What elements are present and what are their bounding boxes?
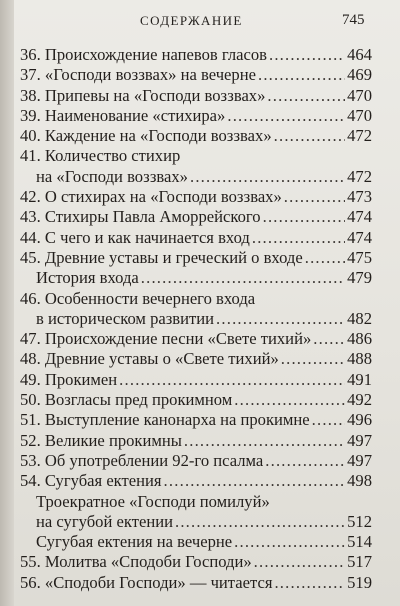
toc-entry: [20, 390, 372, 410]
page-header: [0, 10, 400, 34]
toc-line: [20, 86, 372, 106]
dot-leader: [227, 106, 345, 126]
toc-line: [20, 146, 372, 166]
toc-entry-title: 37. «Господи воззвах» на вечерне: [20, 65, 256, 85]
toc-entry: [20, 126, 372, 146]
toc-entry-title: 38. Припевы на «Господи воззвах»: [20, 85, 266, 105]
toc-line: [20, 289, 372, 309]
toc-entry-page: 517: [347, 552, 372, 572]
dot-leader: [254, 552, 345, 572]
dot-leader: [284, 187, 345, 207]
toc-entry: [20, 45, 372, 65]
dot-leader: [234, 390, 345, 410]
toc-line: [20, 207, 372, 227]
running-title: СОДЕРЖАНИЕ: [140, 13, 243, 28]
toc-line: [20, 309, 372, 329]
toc-entry-page: 474: [347, 207, 372, 227]
toc-entry: [20, 146, 372, 187]
dot-leader: [258, 65, 345, 85]
dot-leader: [119, 370, 345, 390]
dot-leader: [265, 451, 345, 471]
toc-entry-title: 48. Древние уставы о «Свете тихий»: [20, 349, 279, 369]
dot-leader: [305, 248, 345, 268]
toc-entry-page: 479: [347, 268, 372, 288]
toc-entry: [20, 207, 372, 227]
dot-leader: [312, 410, 345, 430]
toc-line: [20, 532, 372, 552]
toc-entry-title: 47. Происхождение песни «Свете тихий»: [20, 329, 312, 349]
toc-line: [20, 573, 372, 593]
toc-entry-page: 470: [347, 85, 372, 105]
toc-entry-title: История входа: [36, 268, 139, 288]
toc-entry: [20, 573, 372, 593]
toc-entry-page: 469: [347, 65, 372, 85]
dot-leader: [269, 45, 345, 65]
toc-entry-page: 488: [347, 349, 372, 369]
dot-leader: [281, 349, 345, 369]
toc-entry-title: Троекратное «Господи помилуй»: [36, 491, 270, 511]
toc-line: [20, 228, 372, 248]
toc-entry-page: 497: [347, 430, 372, 450]
toc-entry-page: 492: [347, 390, 372, 410]
toc-entry-page: 497: [347, 450, 372, 470]
toc-entry-page: 514: [347, 532, 372, 552]
dot-leader: [184, 431, 345, 451]
toc-entry: [20, 248, 372, 289]
toc-entry-title: 40. Каждение на «Господи воззвах»: [20, 126, 272, 146]
toc-line: [20, 471, 372, 491]
toc-entry-page: 486: [347, 329, 372, 349]
toc-line: [20, 512, 372, 532]
toc-entry: [20, 471, 372, 552]
toc-entry-page: 496: [347, 410, 372, 430]
toc-entry-title: в историческом развитии: [36, 308, 215, 328]
dot-leader: [252, 228, 345, 248]
toc-entry: [20, 349, 372, 369]
toc-entry-page: 473: [347, 187, 372, 207]
toc-line: [20, 126, 372, 146]
toc-line: [20, 65, 372, 85]
toc-entry-title: 54. Сугубая ектения: [20, 471, 162, 491]
toc-entry: [20, 289, 372, 330]
dot-leader: [164, 471, 346, 491]
toc-line: [20, 106, 372, 126]
toc-line: [20, 552, 372, 572]
dot-leader: [216, 309, 345, 329]
toc-line: [20, 349, 372, 369]
toc-entry-page: 474: [347, 227, 372, 247]
dot-leader: [274, 126, 345, 146]
toc-line: [20, 431, 372, 451]
toc-entry: [20, 86, 372, 106]
toc-entry-page: 464: [347, 45, 372, 64]
toc-entry-title: 46. Особенности вечернего входа: [20, 288, 256, 308]
toc-entry-title: на сугубой ектении: [36, 511, 173, 531]
toc-line: [20, 167, 372, 187]
dot-leader: [274, 573, 345, 593]
toc-entry-title: на «Господи воззвах»: [36, 166, 188, 186]
toc-entry-page: 472: [347, 166, 372, 186]
toc-entry: [20, 451, 372, 471]
toc-entry: [20, 187, 372, 207]
toc-entry: [20, 552, 372, 572]
toc-entry-title: 41. Количество стихир: [20, 146, 181, 166]
toc-entry: [20, 329, 372, 349]
toc-line: [20, 45, 372, 65]
toc-entry-title: Сугубая ектения на вечерне: [36, 532, 233, 552]
toc-entry: [20, 65, 372, 85]
toc-entry-page: 512: [347, 511, 372, 531]
toc-entry-title: 42. О стихирах на «Господи воззвах»: [20, 187, 282, 207]
page-number: 745: [342, 12, 365, 28]
toc-line: [20, 492, 372, 512]
toc-line: [20, 268, 372, 288]
toc-entry: [20, 410, 372, 430]
toc-entry-title: 50. Возгласы пред прокимном: [20, 390, 233, 410]
toc-entry-page: 470: [347, 105, 372, 125]
toc-entry-title: 52. Великие прокимны: [20, 430, 182, 450]
toc-entry-title: 44. С чего и как начинается вход: [20, 227, 250, 247]
toc-entry-title: 51. Выступление канонарха на прокимне: [20, 410, 310, 430]
toc-line: [20, 410, 372, 430]
dot-leader: [263, 207, 346, 227]
toc-entry-page: 482: [347, 308, 372, 328]
toc-entry-title: 39. Наименование «стихира»: [20, 105, 226, 125]
toc-entry: [20, 431, 372, 451]
toc-line: [20, 390, 372, 410]
toc-entry-page: 475: [347, 247, 372, 267]
toc-entry: [20, 228, 372, 248]
dot-leader: [234, 532, 345, 552]
toc-line: [20, 329, 372, 349]
table-of-contents: [20, 45, 372, 593]
toc-entry: [20, 106, 372, 126]
toc-entry-title: 43. Стихиры Павла Аморрейского: [20, 207, 261, 227]
dot-leader: [190, 167, 345, 187]
toc-entry-page: 472: [347, 126, 372, 146]
page-gutter-shadow: [0, 0, 14, 606]
toc-entry-title: 49. Прокимен: [20, 369, 118, 389]
toc-entry-title: 45. Древние уставы и греческий о входе: [20, 247, 303, 267]
dot-leader: [267, 86, 345, 106]
dot-leader: [141, 268, 345, 288]
toc-entry-title: 56. «Сподоби Господи» — читается: [20, 572, 273, 592]
toc-line: [20, 248, 372, 268]
toc-entry-title: 36. Происхождение напевов гласов: [20, 45, 267, 64]
toc-entry: [20, 370, 372, 390]
toc-entry-title: 53. Об употреблении 92-го псалма: [20, 450, 264, 470]
toc-line: [20, 187, 372, 207]
toc-entry-title: 55. Молитва «Сподоби Господи»: [20, 552, 252, 572]
dot-leader: [313, 329, 345, 349]
toc-entry-page: 491: [347, 369, 372, 389]
dot-leader: [175, 512, 345, 532]
toc-line: [20, 370, 372, 390]
toc-line: [20, 451, 372, 471]
toc-entry-page: 519: [347, 572, 372, 592]
toc-entry-page: 498: [347, 471, 372, 491]
